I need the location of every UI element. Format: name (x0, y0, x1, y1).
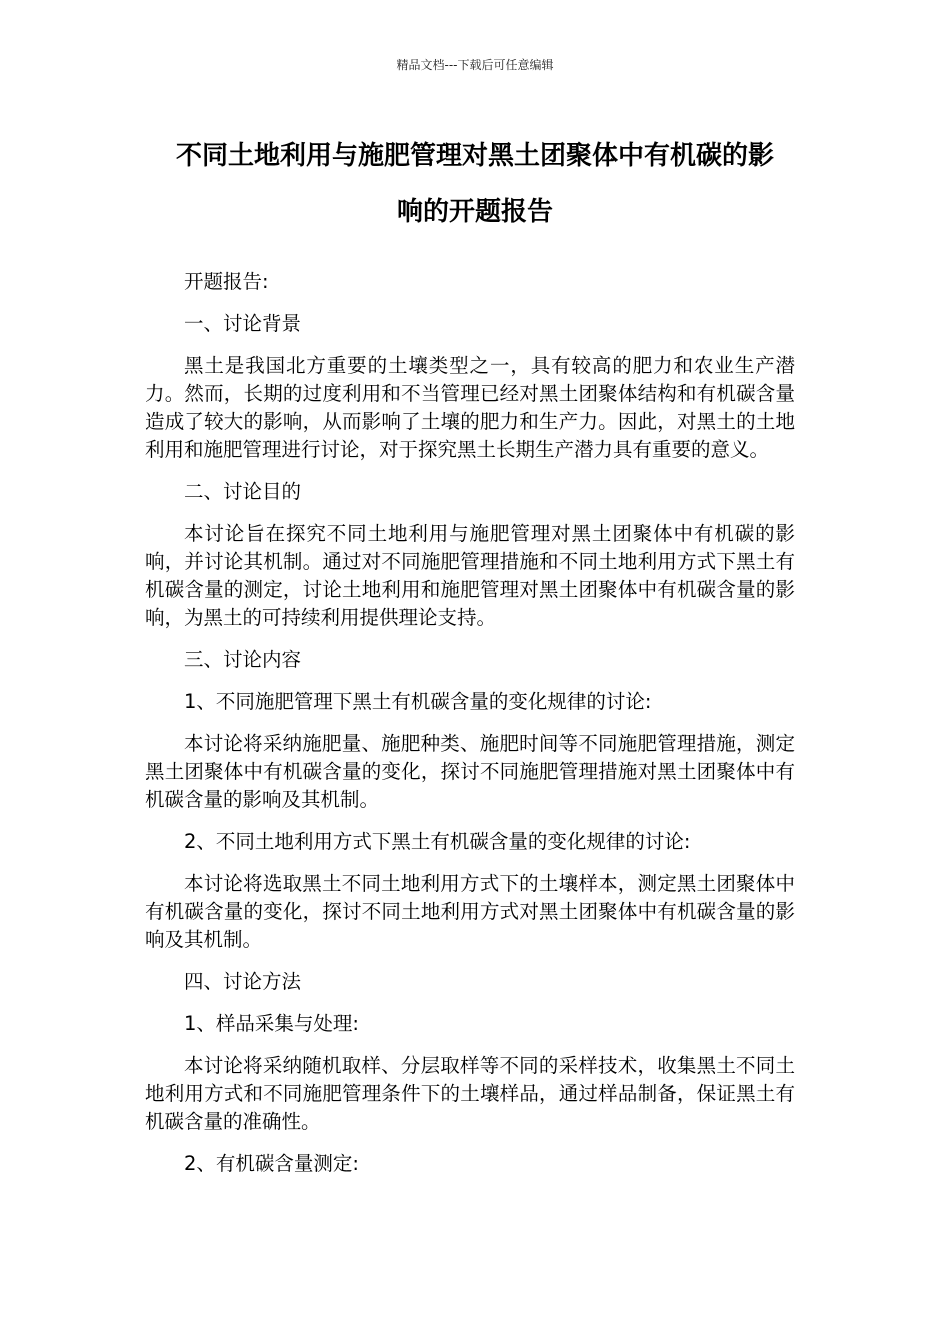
title-line-1: 不同土地利用与施肥管理对黑土团聚体中有机碳的影 (175, 141, 774, 171)
section-heading-purpose: 二、讨论目的 (184, 480, 302, 503)
page-header-watermark: 精品文档---下载后可任意编辑 (396, 58, 554, 72)
title-line-2: 响的开题报告 (396, 197, 553, 227)
paragraph-background: 黑土是我国北方重要的土壤类型之一，具有较高的肥力和农业生产潜力。然而，长期的过度利用和不当管理已经对黑土团聚体结构和有机碳含量造成了较大的影响，从而影响了土壤的肥力和生产力。因此，对黑土的土地利用和施肥管理进行讨论，对于探究黑土长期生产潜力具有重要的意义。 (145, 354, 795, 461)
paragraph-fertilization: 本讨论将采纳施肥量、施肥种类、施肥时间等不同施肥管理措施，测定黑土团聚体中有机碳含量的变化，探讨不同施肥管理措施对黑土团聚体中有机碳含量的影响及其机制。 (145, 732, 795, 811)
label-report: 开题报告: (184, 270, 269, 293)
section-heading-background: 一、讨论背景 (184, 312, 302, 335)
subheading-land-use: 2、不同土地利用方式下黑土有机碳含量的变化规律的讨论: (184, 830, 691, 853)
subheading-carbon-measurement: 2、有机碳含量测定: (184, 1152, 359, 1175)
paragraph-sampling: 本讨论将采纳随机取样、分层取样等不同的采样技术，收集黑土不同土地利用方式和不同施肥管理条件下的土壤样品，通过样品制备，保证黑土有机碳含量的准确性。 (145, 1054, 795, 1133)
subheading-fertilization: 1、不同施肥管理下黑土有机碳含量的变化规律的讨论: (184, 690, 652, 713)
document-title (140, 128, 810, 240)
section-heading-content: 三、讨论内容 (184, 648, 302, 671)
section-heading-methods: 四、讨论方法 (184, 970, 302, 993)
document-body (145, 268, 795, 1192)
paragraph-land-use: 本讨论将选取黑土不同土地利用方式下的土壤样本，测定黑土团聚体中有机碳含量的变化，探讨不同土地利用方式对黑土团聚体中有机碳含量的影响及其机制。 (145, 872, 795, 951)
subheading-sampling: 1、样品采集与处理: (184, 1012, 359, 1035)
paragraph-purpose: 本讨论旨在探究不同土地利用与施肥管理对黑土团聚体中有机碳的影响，并讨论其机制。通过对不同施肥管理措施和不同土地利用方式下黑土有机碳含量的测定，讨论土地利用和施肥管理对黑土团聚体中有机碳含量的影响，为黑土的可持续利用提供理论支持。 (145, 522, 795, 629)
